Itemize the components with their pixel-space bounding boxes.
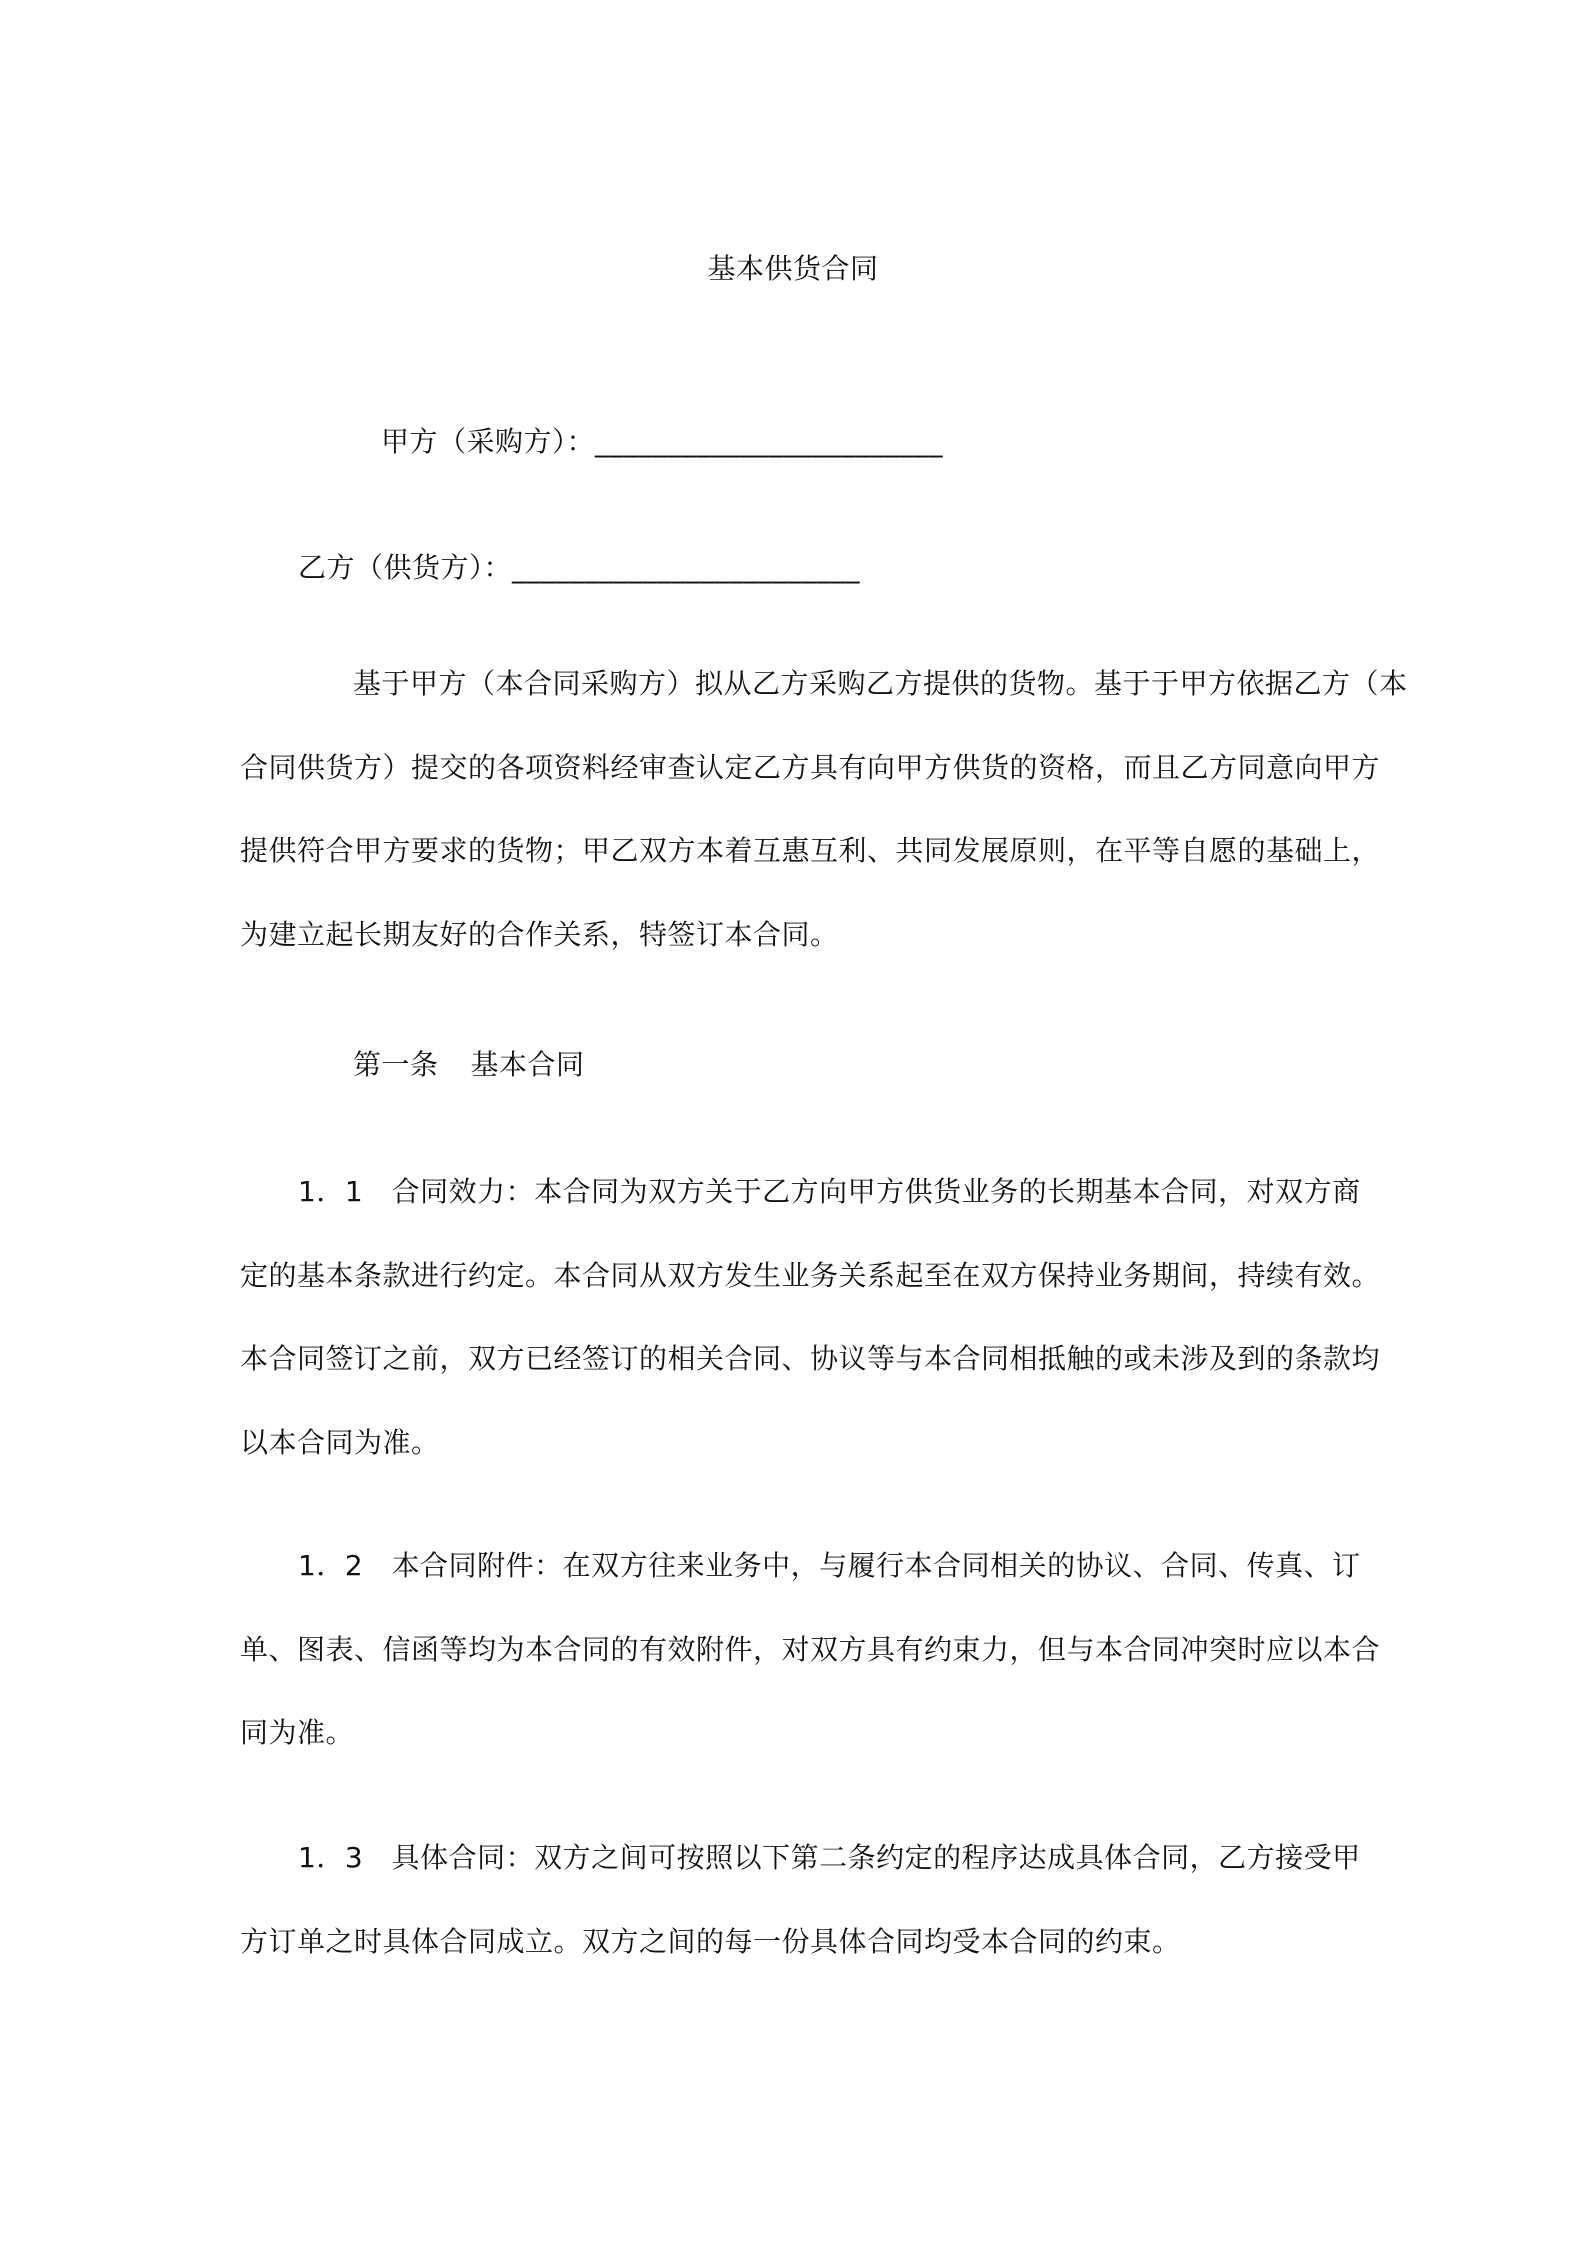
- clause-line: 1．2 本合同附件：在双方往来业务中，与履行本合同相关的协议、合同、传真、订: [298, 1549, 1361, 1582]
- party-b-label: 乙方（供货方）：: [298, 551, 513, 584]
- article-number: 第一条: [353, 1048, 439, 1081]
- clause-line: 方订单之时具体合同成立。双方之间的每一份具体合同均受本合同的约束。: [240, 1925, 1181, 1958]
- preamble-line: 为建立起长期友好的合作关系，特签订本合同。: [240, 918, 839, 951]
- preamble-line: 合同供货方）提交的各项资料经审查认定乙方具有向甲方供货的资格，而且乙方同意向甲方: [240, 751, 1381, 784]
- clause-line: 同为准。: [240, 1716, 355, 1749]
- clause-line: 1．1 合同效力：本合同为双方关于乙方向甲方供货业务的长期基本合同，对双方商: [298, 1175, 1361, 1208]
- article-title: 基本合同: [470, 1048, 585, 1081]
- clause-line: 定的基本条款进行约定。本合同从双方发生业务关系起至在双方保持业务期间，持续有效。: [240, 1259, 1381, 1292]
- party-a-line: [381, 424, 943, 460]
- party-b-blank: ________________________: [512, 551, 861, 584]
- party-b-line: [298, 550, 860, 586]
- clause-line: 1．3 具体合同：双方之间可按照以下第二条约定的程序达成具体合同，乙方接受甲: [298, 1841, 1361, 1874]
- clause-line: 以本合同为准。: [240, 1426, 440, 1459]
- preamble-line: 基于甲方（本合同采购方）拟从乙方采购乙方提供的货物。基于于甲方依据乙方（本: [353, 667, 1408, 700]
- party-a-blank: ________________________: [595, 425, 944, 458]
- clause-line: 本合同签订之前，双方已经签订的相关合同、协议等与本合同相抵触的或未涉及到的条款均: [240, 1342, 1381, 1375]
- article-heading: [353, 1047, 585, 1083]
- clause-line: 单、图表、信函等均为本合同的有效附件，对双方具有约束力，但与本合同冲突时应以本合: [240, 1633, 1381, 1666]
- preamble-line: 提供符合甲方要求的货物；甲乙双方本着互惠互利、共同发展原则，在平等自愿的基础上，: [240, 834, 1381, 867]
- party-a-label: 甲方（采购方）：: [381, 425, 596, 458]
- document-title: 基本供货合同: [707, 252, 879, 285]
